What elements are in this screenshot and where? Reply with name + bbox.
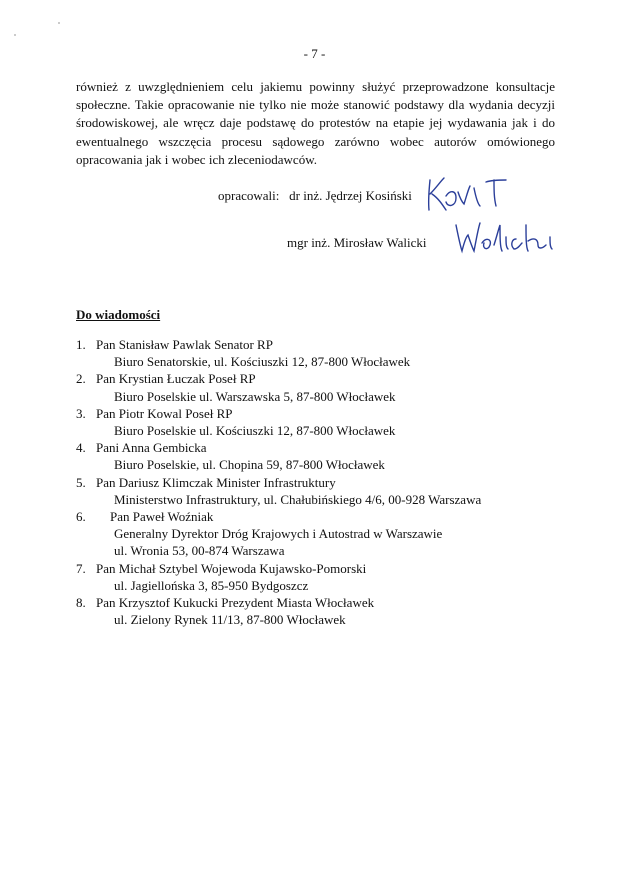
recipient-name: Pani Anna Gembicka bbox=[96, 440, 207, 456]
recipient-name: Pan Piotr Kowal Poseł RP bbox=[96, 405, 233, 421]
scan-speck bbox=[58, 22, 60, 24]
list-item bbox=[76, 439, 556, 473]
recipient-name: Pan Paweł Woźniak bbox=[110, 509, 214, 525]
prepared-by-label: opracowali: bbox=[218, 188, 280, 203]
list-item bbox=[76, 370, 556, 404]
paragraph-line: ewentualnego wszczęcia procesu sądowego zarówno wobec autorów omówionego bbox=[76, 133, 555, 149]
list-item bbox=[76, 336, 556, 370]
author-name-1: dr inż. Jędrzej Kosiński bbox=[289, 188, 412, 203]
scan-speck bbox=[14, 34, 16, 36]
recipient-address: Biuro Poselskie, ul. Chopina 59, 87-800 Włocławek bbox=[114, 457, 385, 473]
page-number: - 7 - bbox=[303, 46, 326, 61]
item-number: 6. bbox=[76, 509, 86, 525]
signature-walicki bbox=[450, 215, 560, 260]
item-number: 4. bbox=[76, 440, 86, 456]
recipient-address: ul. Zielony Rynek 11/13, 87-800 Włocławek bbox=[114, 612, 346, 628]
list-item bbox=[76, 474, 556, 508]
recipients-heading: Do wiadomości bbox=[76, 307, 161, 322]
recipient-address: Biuro Poselskie ul. Kościuszki 12, 87-800 Włocławek bbox=[114, 423, 396, 439]
paragraph-line: również z uwzględnieniem celu jakiemu powinny służyć przeprowadzone konsultacje bbox=[76, 79, 555, 94]
recipient-address: Biuro Senatorskie, ul. Kościuszki 12, 87-800 Włocławek bbox=[114, 354, 411, 370]
item-number: 5. bbox=[76, 474, 86, 490]
recipient-name: Pan Krystian Łuczak Poseł RP bbox=[96, 371, 256, 387]
recipient-name: Pan Dariusz Klimczak Minister Infrastruktury bbox=[96, 474, 336, 490]
recipient-title: Generalny Dyrektor Dróg Krajowych i Autostrad w Warszawie bbox=[114, 526, 443, 542]
recipient-address: ul. Wronia 53, 00-874 Warszawa bbox=[114, 543, 285, 559]
author-line-1 bbox=[218, 188, 412, 204]
recipient-name: Pan Stanisław Pawlak Senator RP bbox=[96, 337, 273, 352]
recipient-address: ul. Jagiellońska 3, 85-950 Bydgoszcz bbox=[114, 577, 309, 593]
paragraph-line: społeczne. Takie opracowanie nie tylko nie może stanowić podstawy dla wydania decyzji bbox=[76, 97, 555, 113]
paragraph-line: opracowania jak i wobec ich zleceniodawców. bbox=[76, 151, 317, 167]
list-item bbox=[76, 594, 556, 628]
signature-kosinski bbox=[420, 168, 530, 218]
item-number: 2. bbox=[76, 371, 86, 387]
item-number: 7. bbox=[76, 560, 86, 576]
item-number: 1. bbox=[76, 337, 86, 352]
recipient-address: Biuro Poselskie ul. Warszawska 5, 87-800 Włocławek bbox=[114, 388, 396, 404]
recipient-name: Pan Krzysztof Kukucki Prezydent Miasta Włocławek bbox=[96, 595, 375, 611]
item-number: 3. bbox=[76, 405, 86, 421]
recipient-name: Pan Michał Sztybel Wojewoda Kujawsko-Pomorski bbox=[96, 560, 367, 576]
body-paragraph bbox=[76, 78, 555, 169]
paragraph-line: środowiskowej, ale wręcz daje podstawę do protestów na etapie jej wydawania jak i do bbox=[76, 115, 555, 131]
item-number: 8. bbox=[76, 595, 86, 611]
list-item bbox=[76, 560, 556, 594]
recipients-list bbox=[76, 336, 556, 628]
list-item bbox=[76, 405, 556, 439]
author-name-2: mgr inż. Mirosław Walicki bbox=[287, 235, 427, 250]
author-line-2 bbox=[287, 235, 427, 251]
list-item bbox=[76, 508, 556, 560]
recipient-address: Ministerstwo Infrastruktury, ul. Chałubińskiego 4/6, 00-928 Warszawa bbox=[114, 491, 482, 507]
